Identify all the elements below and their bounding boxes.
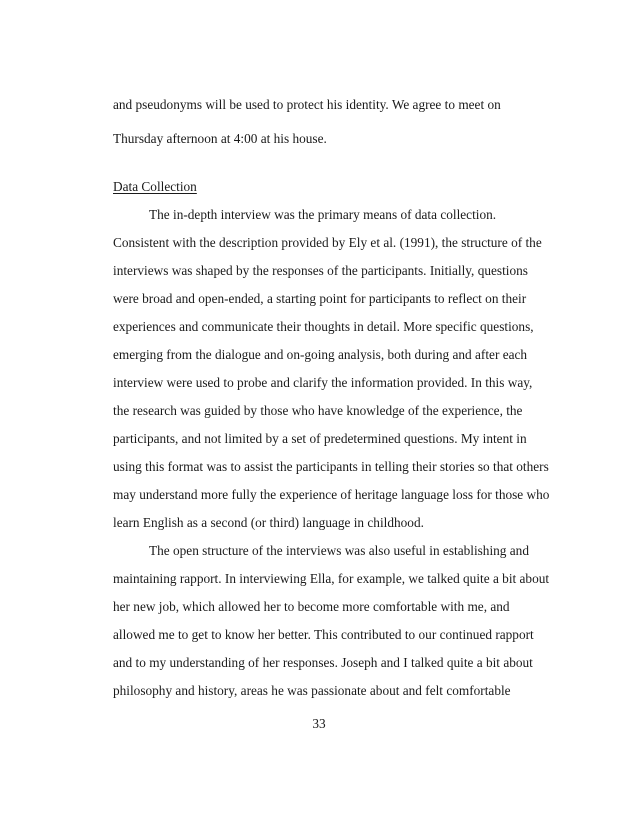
text-line: and to my understanding of her responses. Joseph and I talked quite a bit about	[113, 655, 533, 670]
text-line: interview were used to probe and clarify the information provided. In this way,	[113, 375, 533, 390]
text-line: her new job, which allowed her to become more comfortable with me, and	[113, 599, 510, 614]
text-line: were broad and open-ended, a starting point for participants to reflect on their	[113, 291, 527, 306]
text-line: emerging from the dialogue and on-going analysis, both during and after each	[113, 347, 528, 362]
text-line: maintaining rapport. In interviewing Ella, for example, we talked quite a bit about	[113, 571, 550, 586]
page-number: 33	[312, 716, 326, 731]
text-line: and pseudonyms will be used to protect his identity. We agree to meet on	[113, 97, 501, 112]
text-line: interviews was shaped by the responses of the participants. Initially, questions	[113, 263, 528, 278]
text-line: the research was guided by those who have knowledge of the experience, the	[113, 403, 523, 418]
text-line: Consistent with the description provided by Ely et al. (1991), the structure of the	[113, 235, 542, 250]
text-line: using this format was to assist the participants in telling their stories so that others	[113, 459, 549, 474]
text-line: Thursday afternoon at 4:00 at his house.	[113, 131, 327, 146]
text-line: The in-depth interview was the primary means of data collection.	[149, 207, 497, 222]
text-line: The open structure of the interviews was also useful in establishing and	[149, 543, 529, 558]
text-line: experiences and communicate their thoughts in detail. More specific questions,	[113, 319, 534, 334]
text-line: may understand more fully the experience of heritage language loss for those who	[113, 487, 550, 502]
text-line: philosophy and history, areas he was passionate about and felt comfortable	[113, 683, 511, 698]
text-line: allowed me to get to know her better. This contributed to our continued rapport	[113, 627, 534, 642]
section-heading: Data Collection	[113, 179, 197, 194]
text-line: participants, and not limited by a set of predetermined questions. My intent in	[113, 431, 527, 446]
text-line: learn English as a second (or third) language in childhood.	[113, 515, 424, 530]
